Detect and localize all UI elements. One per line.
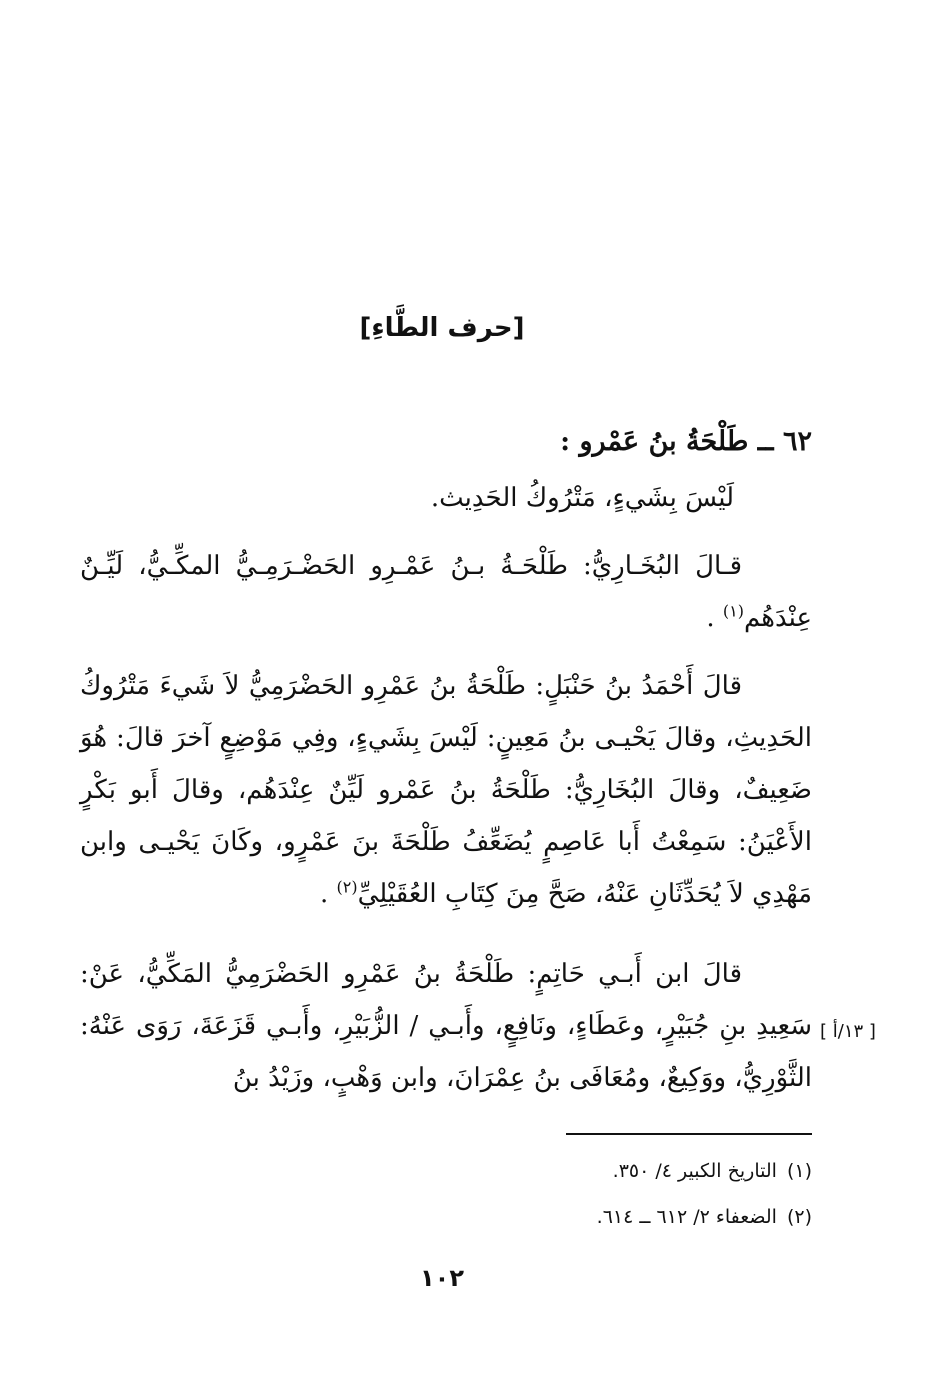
footnote-number: (١) [786,1160,812,1182]
paragraph-text: قـالَ البُخَـارِيُّ: طَلْحَـةُ بـنُ عَمْـرِو الحَضْـرَمِـيُّ المكِّـيُّ، لَيِّـنٌ عِنْدَهُم [80,551,812,633]
footnote-mark: (١) [722,601,744,621]
paragraph-ibn-abi-hatim [80,948,812,1104]
footnote-item [80,1194,812,1240]
footnote-text: الضعفاء ٢/ ٦١٢ ــ ٦١٤. [596,1206,777,1228]
paragraph-ahmad [80,660,812,920]
paragraph-bukhari [80,540,812,644]
section-title: [حرف الطَّاءِ] [359,313,525,343]
paragraph-text: قالَ أَحْمَدُ بنُ حَنْبَلٍ: طَلْحَةُ بنُ عَمْرِو الحَضْرَمِيُّ لاَ شَيءَ مَتْرُوكُ الحَدِيثِ، وقالَ يَحْيـى بنُ مَعِينٍ: لَيْسَ بِشَيءٍ، وفِي مَوْضِعٍ آخرَ قالَ: هُوَ ضَعِيفٌ، وقالَ البُخَارِيُّ: طَلْحَةُ بنُ عَمْرو لَيِّنٌ عِنْدَهُم، وقالَ أَبو بَكْرٍ الأَعْيَنُ: سَمِعْتُ أَبا عَاصِمٍ يُضَعِّفُ طَلْحَةَ بنَ عَمْرٍو، وكَانَ يَحْيـى وابن مَهْدِي لاَ يُحَدِّثَانِ عَنْهُ، صَحَّ مِنَ كِتَابِ العُقَيْلِيِّ [80,671,812,909]
footnotes [80,1148,812,1240]
manuscript-folio-ref: [ ١٣/أ ] [820,1021,876,1042]
footnote-text: التاريخ الكبير ٤/ ٣٥٠. [612,1160,777,1182]
paragraph-tail: . [320,879,337,909]
paragraph-text: قالَ ابن أَبـي حَاتِمٍ: طَلْحَةُ بنُ عَمْرِو الحَضْرَمِيُّ المَكِّيُّ، عَنْ: سَعِيدِ بنِ جُبَيْرٍ، وعَطَاءٍ، ونَافِعٍ، وأَبـي / الزُّبَيْرِ، وأَبـي قَزَعَةَ، رَوَى عَنْهُ: الثَّوْرِيُّ، ووَكِيعٌ، ومُعَافَى بنُ عِمْرَانَ، وابن وَهْبٍ، وزَيْدُ بنُ [80,959,812,1093]
entry-heading: ٦٢ ــ طَلْحَةُ بنُ عَمْرو : [560,426,812,457]
paragraph-tail: . [706,603,723,633]
footnote-divider [566,1133,812,1135]
footnote-number: (٢) [786,1206,812,1228]
entry-summary: لَيْسَ بِشَيءٍ، مَتْرُوكُ الحَدِيث. [430,483,734,513]
footnote-mark: (٢) [336,877,358,897]
page-number: ١٠٢ [420,1264,464,1292]
footnote-item [80,1148,812,1194]
